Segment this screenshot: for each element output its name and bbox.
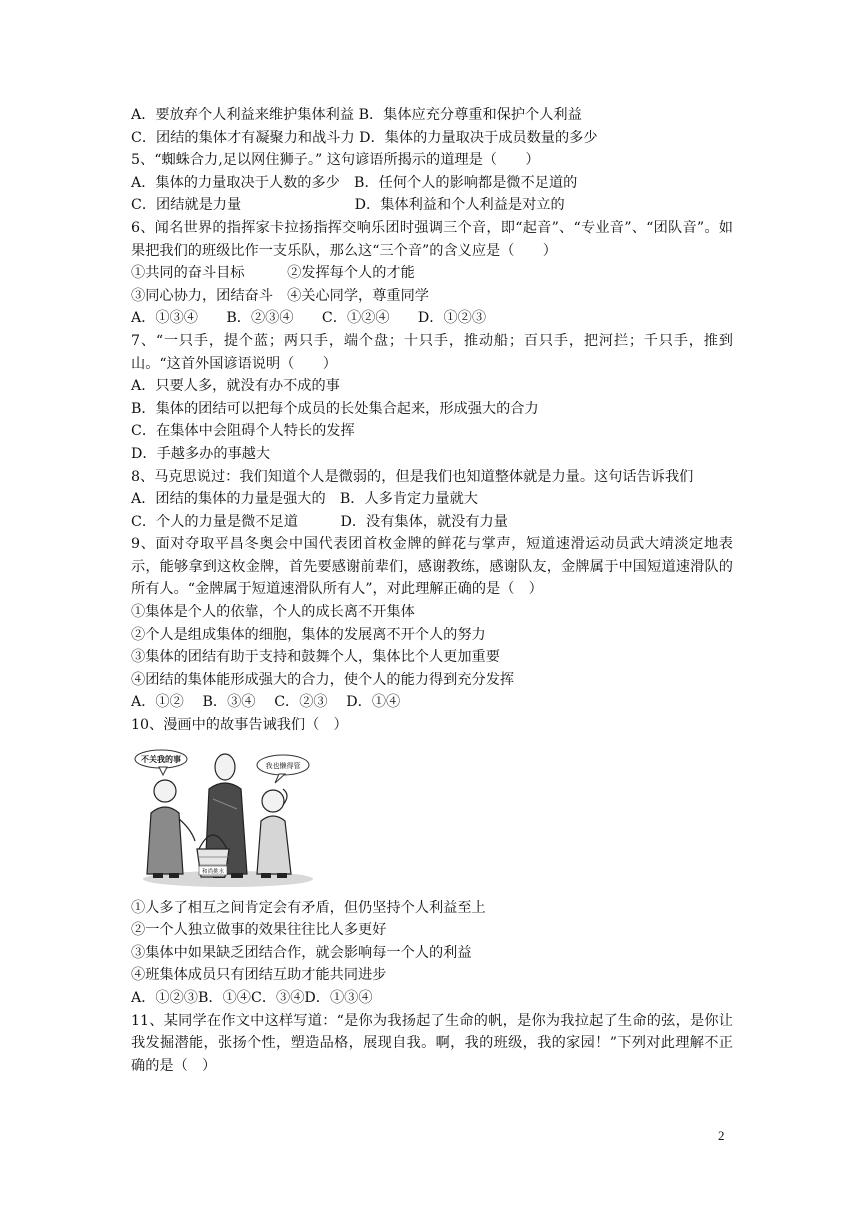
q8-option-cd: C．个人的力量是微不足道 D．没有集体，就没有力量 <box>131 513 508 530</box>
bubble-right-text: 我也懒得管 <box>265 761 301 770</box>
q7-option-c: C．在集体中会阻碍个人特长的发挥 <box>131 423 355 440</box>
left-monk-figure <box>147 780 195 878</box>
q8-option-ab: A．团结的集体的力量是强大的 B．人多肯定力量就大 <box>131 491 478 508</box>
q4-option-cd: C．团结的集体才有凝聚力和战斗力 D．集体的力量取决于成员数量的多少 <box>131 129 598 146</box>
three-monks-cartoon <box>133 749 313 889</box>
q5-option-cd: C．团结就是力量 D．集体利益和个人利益是对立的 <box>131 197 565 214</box>
q9-item-3: ③集体的团结有助于支持和鼓舞个人，集体比个人更加重要 <box>131 649 500 666</box>
q9-stem: 9、面对夺取平昌冬奥会中国代表团首枚金牌的鲜花与掌声，短道速滑运动员武大靖淡定地表示，能够拿到这枚金牌，首先要感谢前辈们，感谢教练，感谢队友，金牌属于中国短道速滑队的所有人。“金牌属于短道速滑队所有人”，对此理解正确的是（ ） <box>131 536 733 598</box>
q11-stem: 11、某同学在作文中这样写道：“是你为我扬起了生命的帆，是你为我拉起了生命的弦，是你让我发掘潜能，张扬个性，塑造品格，展现自我。啊，我的班级，我的家园！”下列对此理解不正确的是（ ） <box>131 1012 733 1074</box>
q10-stem: 10、漫画中的故事告诫我们（ ） <box>131 717 348 734</box>
q10-item-3: ③集体中如果缺乏团结合作，就会影响每一个人的利益 <box>131 944 472 961</box>
q6-options: A．①③④ B．②③④ C．①②④ D．①②③ <box>131 310 487 327</box>
q5-stem: 5、“蜘蛛合力,足以网住狮子。” 这句谚语所揭示的道理是（ ） <box>131 152 540 169</box>
q6-stem: 6、闻名世界的指挥家卡拉扬指挥交响乐团时强调三个音，即“起音”、“专业音”、“团队音”。如果把我们的班级比作一支乐队，那么这“三个音”的含义应是（ ） <box>131 219 733 259</box>
question-text <box>131 104 733 1077</box>
q7-option-b: B．集体的团结可以把每个成员的长处集合起来，形成强大的合力 <box>131 400 539 417</box>
speech-bubble-right <box>257 755 309 783</box>
q7-option-d: D．手越多办的事越大 <box>131 445 271 462</box>
q7-stem: 7、“一只手，提个蓝；两只手，端个盘；十只手，推动船；百只手，把河拦；千只手，推到山。“这首外国谚语说明（ ） <box>131 332 733 372</box>
q9-options: A．①② B．③④ C．②③ D．①④ <box>131 694 401 711</box>
speech-bubble-left <box>135 750 187 775</box>
right-monk-figure <box>257 789 291 878</box>
page-number: 2 <box>718 1128 725 1143</box>
q6-items-34: ③同心协力，团结奋斗 ④关心同学，尊重同学 <box>131 287 429 304</box>
q4-option-ab: A．要放弃个人利益来维护集体利益 B．集体应充分尊重和保护个人利益 <box>131 107 582 123</box>
bucket-label: 和尚挑水 <box>201 868 225 875</box>
q9-item-2: ②个人是组成集体的细胞，集体的发展离不开个人的努力 <box>131 626 486 643</box>
q6-items-12: ①共同的奋斗目标 ②发挥每个人的才能 <box>131 265 415 282</box>
q8-stem: 8、马克思说过：我们知道个人是微弱的，但是我们也知道整体就是力量。这句话告诉我们 <box>131 468 694 485</box>
q10-options: A．①②③B．①④C．③④D．①③④ <box>131 990 373 1006</box>
q9-item-1: ①集体是个人的依靠，个人的成长离不开集体 <box>131 604 415 621</box>
q10-item-2: ②一个人独立做事的效果往往比人多更好 <box>131 922 387 939</box>
q10-item-1: ①人多了相互之间肯定会有矛盾，但仍坚持个人利益至上 <box>131 899 486 916</box>
q9-item-4: ④团结的集体能形成强大的合力，使个人的能力得到充分发挥 <box>131 671 515 688</box>
q10-item-4: ④班集体成员只有团结互助才能共同进步 <box>131 967 387 984</box>
q5-option-ab: A．集体的力量取决于人数的多少 B．任何个人的影响都是微不足道的 <box>131 174 578 191</box>
bubble-left-text: 不关我的事 <box>141 754 181 764</box>
q7-option-a: A．只要人多，就没有办不成的事 <box>131 378 340 395</box>
